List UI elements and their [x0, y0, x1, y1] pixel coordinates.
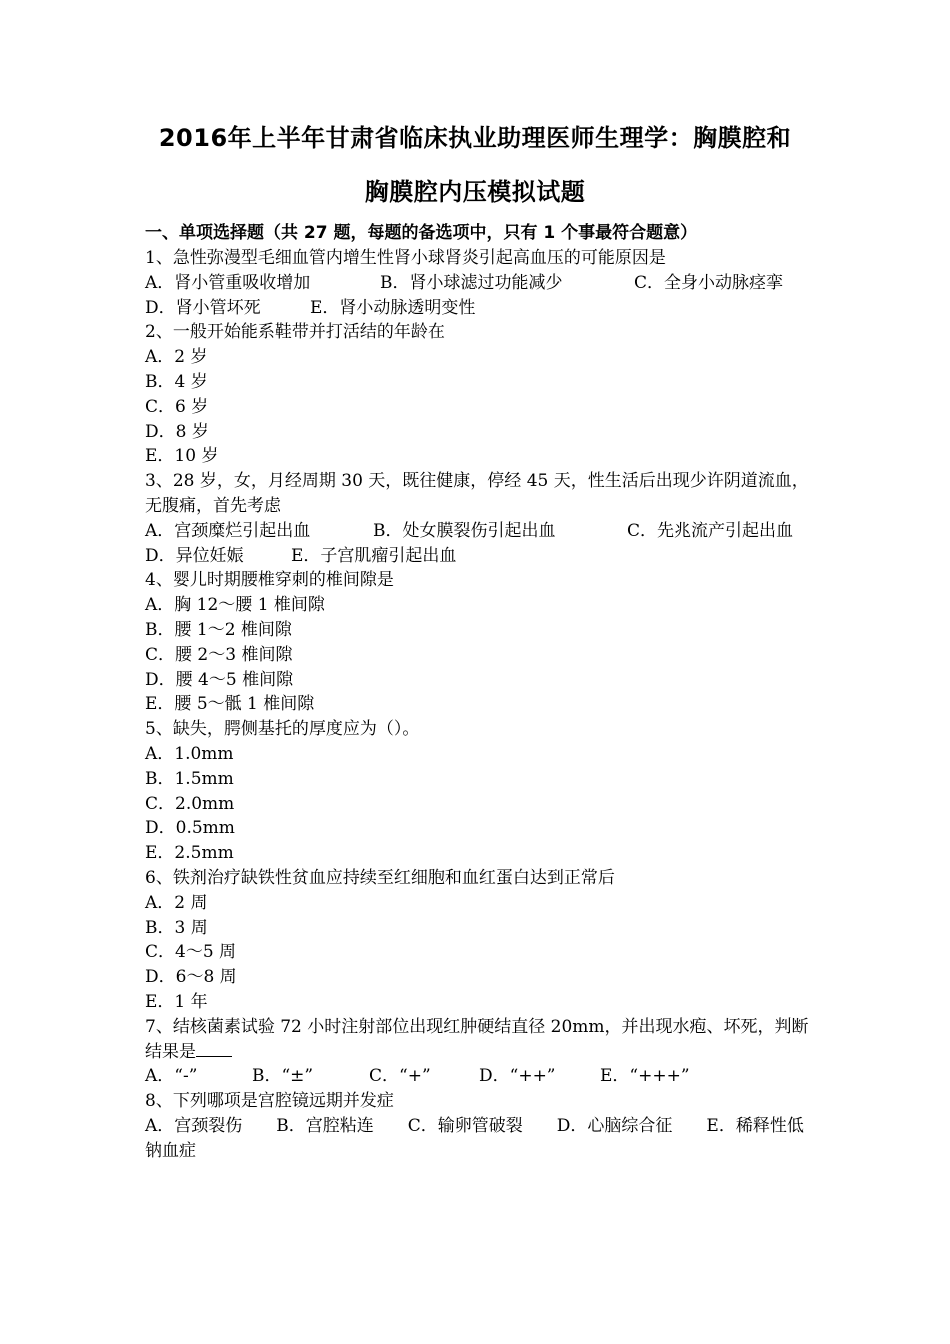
option: E．10 岁 — [145, 446, 219, 467]
section-heading: 一、单项选择题（共 27 题，每题的备选项中，只有 1 个事最符合题意） — [145, 223, 698, 243]
question-stem: 4、婴儿时期腰椎穿刺的椎间隙是 — [145, 570, 394, 591]
option-row — [145, 296, 815, 321]
option: B．“±” — [252, 1066, 314, 1087]
question-stem: 6、铁剂治疗缺铁性贫血应持续至红细胞和血红蛋白达到正常后 — [145, 867, 615, 888]
option-row — [145, 271, 815, 296]
option: E．2.5mm — [145, 843, 234, 864]
option-row: A．宫颈裂伤 B．宫腔粘连 C．输卵管破裂 D．心脑综合征 E．稀释性低钠血症 — [145, 1115, 804, 1161]
option: B．处女膜裂伤引起出血 — [373, 520, 556, 541]
option: D．8 岁 — [145, 421, 209, 442]
option: C．腰 2～3 椎间隙 — [145, 644, 293, 665]
document-title-line1: 2016年上半年甘肃省临床执业助理医师生理学：胸膜腔和 — [158, 124, 792, 152]
option: A．肾小管重吸收增加 — [145, 272, 311, 293]
question-stem: 3、28 岁，女，月经周期 30 天，既往健康，停经 45 天，性生活后出现少许阴道流血，无腹痛，首先考虑 — [145, 471, 809, 516]
option: A．2 岁 — [145, 347, 208, 368]
question-stem: 1、急性弥漫型毛细血管内增生性肾小球肾炎引起高血压的可能原因是 — [145, 248, 666, 268]
option: D．“++” — [479, 1066, 556, 1087]
option: D．0.5mm — [145, 818, 235, 839]
option: C．“+” — [369, 1066, 431, 1087]
option: A．胸 12～腰 1 椎间隙 — [145, 595, 325, 616]
option: E．1 年 — [145, 991, 208, 1012]
question-stem-text: 7、结核菌素试验 72 小时注射部位出现红肿硬结直径 20mm，并出现水疱、坏死，判断结果是 — [145, 1016, 809, 1062]
option: E．腰 5～骶 1 椎间隙 — [145, 694, 315, 715]
option-row — [145, 544, 815, 569]
option: C．2.0mm — [145, 793, 235, 814]
question-stem: 2、一般开始能系鞋带并打活结的年龄在 — [145, 322, 445, 343]
option: E．肾小动脉透明变性 — [310, 297, 476, 318]
option: E．“+++” — [600, 1066, 690, 1087]
option: B．4 岁 — [145, 371, 208, 392]
option: D．异位妊娠 — [145, 545, 244, 566]
option: C．6 岁 — [145, 396, 209, 417]
option: E．子宫肌瘤引起出血 — [291, 545, 457, 566]
option: C．全身小动脉痉挛 — [634, 272, 784, 293]
question-list — [145, 246, 815, 1163]
option: A．宫颈糜烂引起出血 — [145, 520, 311, 541]
question-stem: 5、缺失，腭侧基托的厚度应为（）。 — [145, 719, 420, 740]
option: A．2 周 — [145, 892, 208, 913]
option-row — [145, 1064, 815, 1089]
option: B．肾小球滤过功能减少 — [380, 272, 563, 293]
question-stem — [145, 1015, 815, 1065]
option-row — [145, 519, 815, 544]
document-title-line2: 胸膜腔内压模拟试题 — [364, 178, 586, 206]
option: C．先兆流产引起出血 — [627, 520, 794, 541]
option: D．6～8 周 — [145, 967, 237, 988]
question-stem: 8、下列哪项是宫腔镜远期并发症 — [145, 1091, 394, 1112]
answer-blank — [196, 1042, 232, 1057]
option: B．3 周 — [145, 917, 208, 938]
option: A．“-” — [145, 1066, 198, 1087]
option: D．腰 4～5 椎间隙 — [145, 669, 294, 690]
option: C．4～5 周 — [145, 942, 237, 963]
option: A．1.0mm — [145, 743, 234, 764]
option: B．1.5mm — [145, 768, 234, 789]
option: B．腰 1～2 椎间隙 — [145, 619, 292, 640]
option: D．肾小管坏死 — [145, 297, 261, 318]
